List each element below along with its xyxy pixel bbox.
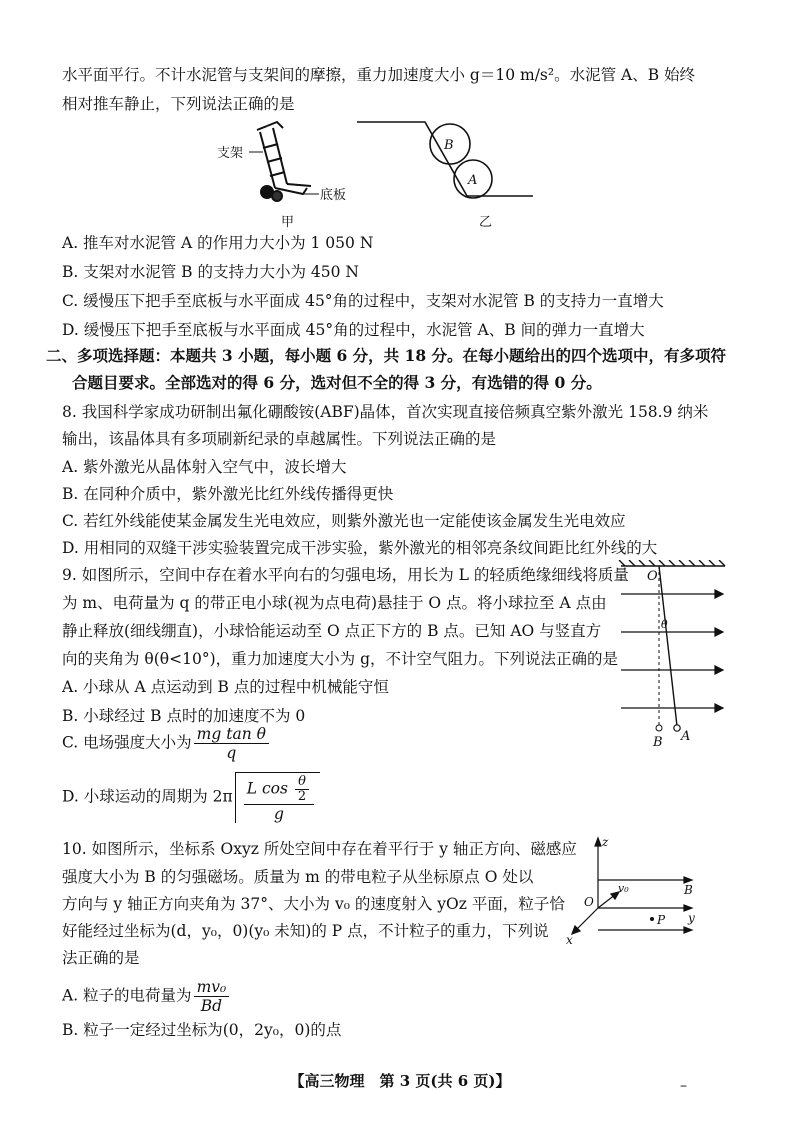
- q10-option-a-fraction: [194, 978, 230, 1015]
- q10-fig-label-y: y: [688, 911, 695, 925]
- fig-jia-label-zhijia: 支架: [217, 146, 244, 161]
- q7-stem-line2: 相对推车静止，下列说法正确的是: [62, 95, 295, 113]
- q9-option-d: [62, 772, 320, 823]
- q9-option-b: B. 小球经过 B 点时的加速度不为 0: [62, 707, 306, 725]
- q9-option-d-denominator: g: [273, 805, 284, 823]
- q8-option-a: A. 紫外激光从晶体射入空气中，波长增大: [62, 458, 347, 476]
- fig-yi-label-a: A: [468, 173, 478, 188]
- footer-dash: –: [680, 1078, 687, 1094]
- fig-jia-label-diban: 底板: [320, 188, 347, 203]
- q10-option-a-prefix: A. 粒子的电荷量为: [62, 986, 192, 1005]
- fig-yi-caption: 乙: [479, 215, 493, 230]
- fig-yi-label-b: B: [444, 138, 454, 153]
- q9-option-d-two: 2: [297, 789, 307, 804]
- q10-stem-line4: 好能经过坐标为(d，y₀，0)(y₀ 未知)的 P 点，不计粒子的重力，下列说: [62, 922, 549, 940]
- q9-fig-label-o: O: [647, 569, 658, 584]
- q9-option-c-fraction: [194, 725, 269, 762]
- q10-fig-label-z: z: [602, 835, 609, 849]
- q10-option-b: B. 粒子一定经过坐标为(0，2y₀，0)的点: [62, 1021, 342, 1039]
- q7-option-c: C. 缓慢压下把手至底板与水平面成 45°角的过程中，支架对水泥管 B 的支持力一直增大: [62, 292, 664, 310]
- q9-option-d-numerator: [244, 775, 314, 805]
- q9-option-a: A. 小球从 A 点运动到 B 点的过程中机械能守恒: [62, 678, 389, 696]
- q10-stem-line1: 10. 如图所示，坐标系 Oxyz 所处空间中存在着平行于 y 轴正方向、磁感应: [62, 840, 577, 858]
- section2-header-line2: 合题目要求。全部选对的得 6 分，选对但不全的得 3 分，有选错的得 0 分。: [72, 373, 602, 392]
- q9-option-d-theta: θ: [295, 775, 309, 790]
- q9-option-d-prefix: D. 小球运动的周期为 2π: [62, 787, 233, 806]
- q10-fig-label-o: O: [584, 895, 594, 909]
- q7-option-a: A. 推车对水泥管 A 的作用力大小为 1 050 N: [62, 234, 374, 252]
- q10-stem-line2: 强度大小为 B 的匀强磁场。质量为 m 的带电粒子从坐标原点 O 处以: [62, 868, 534, 886]
- q9-stem-line4: 向的夹角为 θ(θ<10°)，重力加速度大小为 g，不计空气阻力。下列说法正确的是: [62, 650, 618, 668]
- q9-stem-line3: 静止释放(细线绷直)，小球恰能运动至 O 点正下方的 B 点。已知 AO 与竖直方: [62, 622, 602, 640]
- q8-stem-line1: 8. 我国科学家成功研制出氟化硼酸铵(ABF)晶体，首次实现直接倍频真空紫外激光 158.9 纳米: [62, 403, 709, 421]
- q8-stem-line2: 输出，该晶体具有多项刷新纪录的卓越属性。下列说法正确的是: [62, 430, 497, 448]
- q10-stem-line3: 方向与 y 轴正方向夹角为 37°、大小为 v₀ 的速度射入 yOz 平面，粒子恰: [62, 895, 565, 913]
- q9-option-c-numerator: mg tan θ: [194, 725, 269, 744]
- q9-fig-label-theta: θ: [661, 618, 668, 631]
- q7-stem-line1: 水平面平行。不计水泥管与支架间的摩擦，重力加速度大小 g＝10 m/s²。水泥管 A、B 始终: [62, 66, 696, 84]
- q9-option-d-fraction: [244, 775, 314, 823]
- q10-stem-line5: 法正确的是: [62, 949, 140, 967]
- q10-option-a: [62, 978, 231, 1015]
- fig-jia-caption: 甲: [281, 215, 295, 230]
- q10-fig-label-b: B: [684, 883, 693, 897]
- q7-option-b: B. 支架对水泥管 B 的支持力大小为 450 N: [62, 263, 359, 281]
- q10-fig-label-p: P: [657, 913, 666, 927]
- q10-fig-label-x: x: [566, 933, 573, 947]
- q9-option-c-denominator: q: [226, 744, 237, 762]
- q9-option-d-radical: [235, 772, 320, 823]
- section2-header-line1: 二、多项选择题：本题共 3 小题，每小题 6 分，共 18 分。在每小题给出的四个选项中，有多项符: [46, 346, 727, 365]
- q8-option-b: B. 在同种介质中，紫外激光比红外线传播得更快: [62, 485, 394, 503]
- figure-hand-truck: [215, 118, 355, 230]
- q10-option-a-denominator: Bd: [200, 997, 223, 1015]
- q9-option-d-lcos: L cos: [246, 779, 288, 798]
- q9-option-d-half-theta: [295, 775, 309, 804]
- figure-pipes-incline: [355, 112, 535, 232]
- page-footer: 【高三物理 第 3 页(共 6 页)】: [289, 1072, 511, 1090]
- q7-option-d: D. 缓慢压下把手至底板与水平面成 45°角的过程中，水泥管 A、B 间的弹力一直增大: [62, 321, 645, 339]
- q9-stem-line2: 为 m、电荷量为 q 的带正电小球(视为点电荷)悬挂于 O 点。将小球拉至 A 点由: [62, 594, 607, 612]
- q8-option-c: C. 若红外线能使某金属发生光电效应，则紫外激光也一定能使该金属发生光电效应: [62, 512, 626, 530]
- q10-option-a-numerator: mv₀: [194, 978, 230, 997]
- figure-coordinate-system: [560, 832, 700, 950]
- q9-stem-line1: 9. 如图所示，空间中存在着水平向右的匀强电场，用长为 L 的轻质绝缘细线将质量: [62, 566, 629, 584]
- q8-option-d: D. 用相同的双缝干涉实验装置完成干涉实验，紫外激光的相邻亮条纹间距比红外线的大: [62, 539, 658, 557]
- figure-pendulum-field: [615, 560, 735, 750]
- q9-option-c-prefix: C. 电场强度大小为: [62, 733, 192, 752]
- q10-fig-label-v0: v₀: [618, 882, 629, 895]
- q9-fig-label-a: A: [681, 729, 691, 744]
- q9-fig-label-b: B: [653, 735, 663, 750]
- q9-option-c: [62, 725, 271, 762]
